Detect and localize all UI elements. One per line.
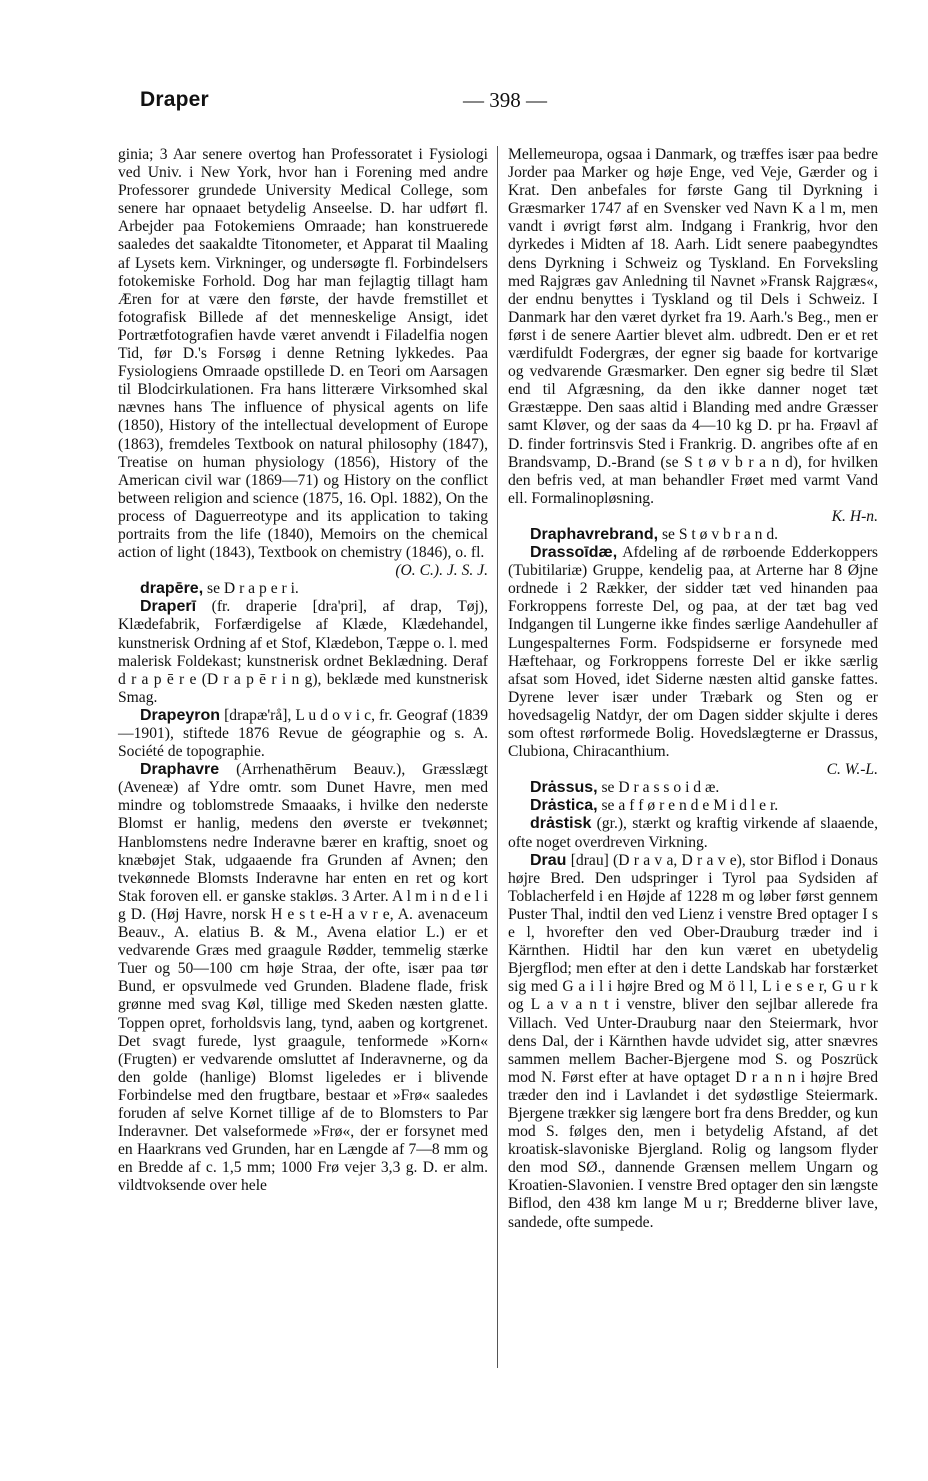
entry-text: (gr.), stærkt og kraftig virkende af slaaende, ofte noget overdreven Virkning. bbox=[508, 815, 878, 851]
headword: drȧstisk bbox=[530, 815, 592, 833]
page-number: — 398 — bbox=[463, 88, 547, 112]
entry-text: [drapæ'rå], L u d o v i c, fr. Geograf (1839—1901), stiftede 1876 Revue de géographie og s. A. Société de topographie. bbox=[118, 706, 488, 761]
entry-drapeyron bbox=[118, 707, 488, 761]
headword: Drassoīdæ, bbox=[530, 544, 618, 562]
author-signature: K. H-n. bbox=[831, 507, 878, 525]
left-column bbox=[118, 146, 488, 1195]
entry-text: Afdeling af de rørboende Edderkoppers (Tubitilariæ) Gruppe, kendelig paa, at Arterne har 8 Øjne ordnede i 2 Rækker, der sidder tæt ved hinanden paa Forkroppens forreste Del, og paa, at der tæt bag ved Indgangen til Lungerne ikke findes særlige Aandehuller af Lungespalternes Form. Fodspidserne er forsynede med Hæftehaar, og Forkroppens forreste Del er ikke særlig afsat som Hoved, idet Siderne næsten altid ganske fattes. Dyrene lever især under Træbark og Sten og er hovedsagelig Natdyr, der om Dagen sidder skjulte i deres som oftest rørformede Bolig. Hovedslægterne er Drassus, Clubiona, Chiracanthium. bbox=[508, 544, 878, 761]
entry-draphavre bbox=[118, 761, 488, 1195]
entry-text: se S t ø v b r a n d. bbox=[658, 525, 779, 543]
headword: Draperī bbox=[140, 598, 197, 616]
running-head-title: Draper bbox=[140, 88, 209, 111]
entry-drau bbox=[508, 852, 878, 1232]
entry-drapere bbox=[118, 580, 488, 598]
entry-text: se a f f ø r e n d e M i d l e r. bbox=[597, 797, 779, 815]
headword: Drau bbox=[530, 851, 567, 869]
entry-continuation-text: Mellemeuropa, ogsaa i Danmark, og træffes især paa bedre Jorder paa Marker og høje Enge, ved Veje, Gærder og i Krat. Den anbefales for første Gang til Dyrkning i Græsmarker 1747 af en Svensker ved Navn K a l m, men vandt i øvrigt først alm. Indgang i Frankrig, hvor den dyrkedes i Midten af 18. Aarh. Lidt senere paabegyndtes dens Dyrkning i Schweiz og Tyskland. En Forveksling med Rajgræs gav Anledning til Navnet »Fransk Rajgræs«, der endnu benyttes i Tyskland og til Dels i Schweiz. I Danmark har den været dyrket fra 19. Aarh.'s Beg., men er først i de senere Aartier blevet alm. udbredt. Den er et ret værdifuldt Fodergræs, der egner sig baade for kortvarige og vedvarende Græsmarker. Den egner sig bedre til Slæt end til Afgræsning, da den ikke danner noget tæt Græstæppe. Den saas altid i Blanding med andre Græsser samt Kløver, og der saas da 4—10 kg D. pr ha. Frøavl af D. finder fortrinsvis Sted i Frankrig. D. angribes ofte af en Brandsvamp, D.-Brand (se S t ø v b r a n d), for hvilken den befris ved, at man behandler Frøet med varmt Vand ell. Formalinopløsning. bbox=[508, 146, 878, 507]
right-column bbox=[508, 146, 878, 1232]
entry-text: se D r a s s o i d æ. bbox=[597, 779, 720, 797]
entry-text: se D r a p e r i. bbox=[203, 580, 299, 598]
entry-draperi bbox=[118, 598, 488, 707]
entry-text: (fr. draperie [dra'pri], af drap, Tøj), Klædefabrik, Forfærdigelse af Klæde, Klædehandel, kunstnerisk Ordning af et Stof, Klædebon, Tæppe o. l. med malerisk Foldekast; kunstnerisk ordnet Beklædning. Deraf d r a p ē r e (D r a p ē r i n g), beklæde med kunstnerisk Smag. bbox=[118, 598, 488, 706]
headword: Draphavre bbox=[140, 761, 220, 779]
headword: Draphavrebrand, bbox=[530, 525, 659, 543]
entry-drassus bbox=[508, 779, 878, 797]
headword: Drȧssus, bbox=[530, 779, 598, 797]
entry-text: (Arrhenathērum Beauv.), Græsslægt (Aveneæ) af Ydre omtr. som Dunet Havre, men med mindre og toblomstrede Smaaaks, i hvilke den nederste Blomst er hanlig, medens den øverste er tvekønnet; Hanblomstens nedre Inderavne bærer en kraftig, snoet og knæbøjet Stak, udgaaende fra Grunden af Avnen; den tvekønnede Blomsts Inderavne har enten en ret og kort Stak foroven ell. er ganske stakløs. 3 Arter. A l m i n d e l i g D. (Høj Havre, norsk H e s t e-H a v r e, A. avenaceum Beauv., A. elatius B. & M., Avena elatior L.) er et vedvarende Græs med graagule Rødder, temmelig stærke Tuer og 50—100 cm høje Straa, der ofte, især paa tør Bund, er opsvulmede ved Grunden. Bladene flade, frisk grønne med svag Køl, tillige med Skeden næsten glatte. Toppen opret, forholdsvis lang, tynd, aaben og kortgrenet. Det svagt furede, lyst graagule, tenformede »Korn« (Frugten) er vedvarende omsluttet af Inderavnerne, og da den golde (hanlige) Blomst ligeledes er i blivende Forbindelse med den frugtbare, bestaar et »Frø« saaledes foruden af selve Kornet tillige af de to Blomsters to Par Inderavner. Det valseformede »Frø«, der er forsynet med en Haarkrans ved Grunden, har en Længde af 7—8 mm og en Bredde af c. 1,5 mm; 1000 Frø vejer 3,3 g. D. er alm. vildtvoksende over hele bbox=[118, 761, 488, 1195]
entry-drastica bbox=[508, 797, 878, 815]
entry-draphavrebrand bbox=[508, 526, 878, 544]
headword: Drȧstica, bbox=[530, 797, 598, 815]
entry-continuation-text: ginia; 3 Aar senere overtog han Professoratet i Fysiologi ved Univ. i New York, hvor han i Forening med andre Professorer grundede University Medical College, som senere har opnaaet betydelig Anseelse. D. har udført fl. Arbejder paa Fotokemiens Omraade; han konstruerede saaledes det saakaldte Titonometer, et Apparat til Maaling af Lysets kem. Virkninger, og undersøgte fl. Forbindelsers fotokemiske Forhold. Dog har man fejlagtig tillagt ham Æren for at være den første, der havde fremstillet et fotografisk Billede af det menneskelige Ansigt, idet Portrætfotografien havde været anvendt i Filadelfia nogen Tid, før D.'s Forsøg i denne Retning lykkedes. Paa Fysiologiens Omraade opstillede D. en Teori om Aarsagen til Blodcirkulationen. Fra hans litterære Virksomhed skal nævnes hans The influence of physical agents on life (1850), History of the intellectual development of Europe (1863), fremdeles Textbook on natural philosophy (1847), Treatise on human physiology (1856), History of the American civil war (1869—71) og History on the conflict between religion and science (1875, 16. Opl. 1882), On the process of Daguerreotype and its application to taking portraits from the life (1840), Memoirs on the chemical action of light (1843), Textbook on chemistry (1846), o. fl. bbox=[118, 146, 488, 562]
headword: drapēre, bbox=[140, 580, 204, 598]
headword: Drapeyron bbox=[140, 706, 221, 724]
column-divider bbox=[497, 146, 498, 1368]
entry-drastisk bbox=[508, 815, 878, 851]
entry-drassoidae bbox=[508, 544, 878, 761]
author-signature: C. W.-L. bbox=[826, 761, 878, 779]
entry-text: [drau] (D r a v a, D r a v e), stor Biflod i Donaus højre Bred. Den udspringer i Tyrol paa Sydsiden af Toblacherfeld i en Højde af 1228 m og løber først gennem Puster Thal, indtil den ved Lienz i venstre Bred optager I s e l, hvorefter den ved Ober-Drauburg træder ind i Kärnthen. Hidtil har den kun været en ubetydelig Bjergflod; men efter at den i dette Landskab har forstærket sig med G a i l i højre Bred og M ö l l, L i e s e r, G u r k og L a v a n t i venstre, bliver den sejlbar allerede fra Villach. Ved Unter-Drauburg naar den Steiermark, hvor dens Dal, der i Kärnthen havde udvidet sig, atter snævres sammen mellem Bacher-Bjergene mod S. og Poszrück mod N. Først efter at have optaget D r a n n i højre Bred træder den ind i Lavlandet i det sydøstlige Steiermark. Bjergene trækker sig længere bort fra dens Bredder, og kun mod S. følges den, men i betydelig Afstand, af det kroatisk-slavoniske Bjergland. Rolig og langsom flyder den mod SØ., dannende Grænsen mellem Ungarn og Kroatien-Slavonien. I venstre Bred optager den sin længste Biflod, den 438 km lange M u r; Bredderne bliver lave, sandede, ofte sumpede. bbox=[508, 851, 878, 1231]
author-signature: (O. C.). J. S. J. bbox=[395, 562, 488, 580]
